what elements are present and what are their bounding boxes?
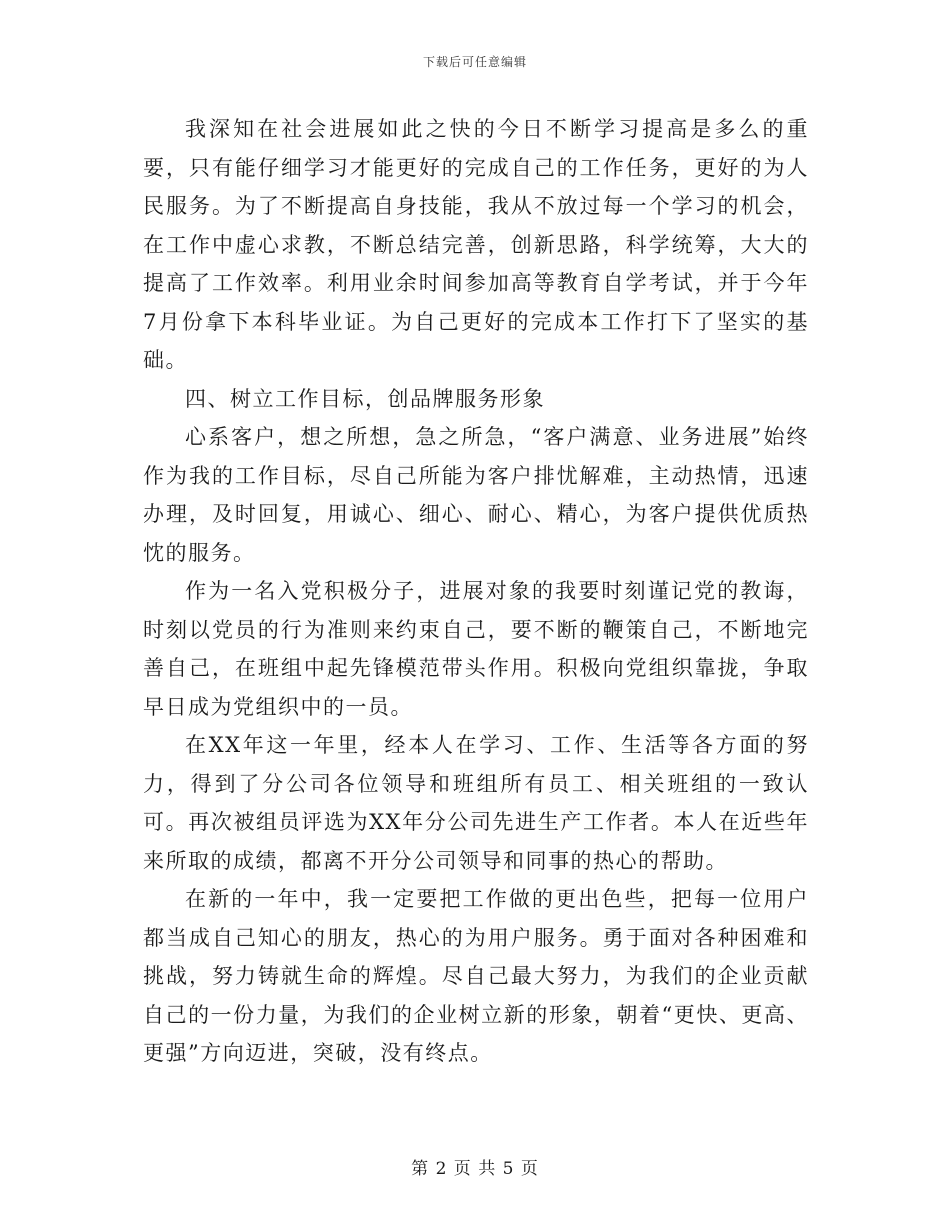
- paragraph-new-year: 在新的一年中，我一定要把工作做的更出色些，把每一位用户都当成自己知心的朋友，热心的为用户服务。勇于面对各种困难和挑战，努力铸就生命的辉煌。尽自己最大努力，为我们的企业贡献自己的一份力量，为我们的企业树立新的形象，朝着“更快、更高、更强”方向迈进，突破，没有终点。: [143, 887, 809, 1065]
- paragraph-year-review: 在XX年这一年里，经本人在学习、工作、生活等各方面的努力，得到了分公司各位领导和班组所有员工、相关班组的一致认可。再次被组员评选为XX年分公司先进生产工作者。本人在近些年来所取的成绩，都离不开分公司领导和同事的热心的帮助。: [143, 733, 809, 873]
- page-header: 下载后可任意编辑: [422, 55, 527, 69]
- section-heading-goals: 四、树立工作目标，创品牌服务形象: [185, 386, 545, 411]
- document-body: [143, 110, 809, 1073]
- page-number: 第 2 页 共 5 页: [411, 1159, 539, 1179]
- paragraph-customers: 心系客户，想之所想，急之所急，“客户满意、业务进展”始终作为我的工作目标，尽自己所能为客户排忧解难，主动热情，迅速办理，及时回复，用诚心、细心、耐心、精心，为客户提供优质热忱的服务。: [143, 425, 809, 565]
- paragraph-study: 我深知在社会进展如此之快的今日不断学习提高是多么的重要，只有能仔细学习才能更好的完成自己的工作任务，更好的为人民服务。为了不断提高自身技能，我从不放过每一个学习的机会，在工作中虚心求教，不断总结完善，创新思路，科学统筹，大大的提高了工作效率。利用业余时间参加高等教育自学考试，并于今年7月份拿下本科毕业证。为自己更好的完成本工作打下了坚实的基础。: [143, 117, 809, 372]
- paragraph-party: 作为一名入党积极分子，进展对象的我要时刻谨记党的教诲，时刻以党员的行为准则来约束自己，要不断的鞭策自己，不断地完善自己，在班组中起先锋模范带头作用。积极向党组织靠拢，争取早日成为党组织中的一员。: [143, 579, 809, 719]
